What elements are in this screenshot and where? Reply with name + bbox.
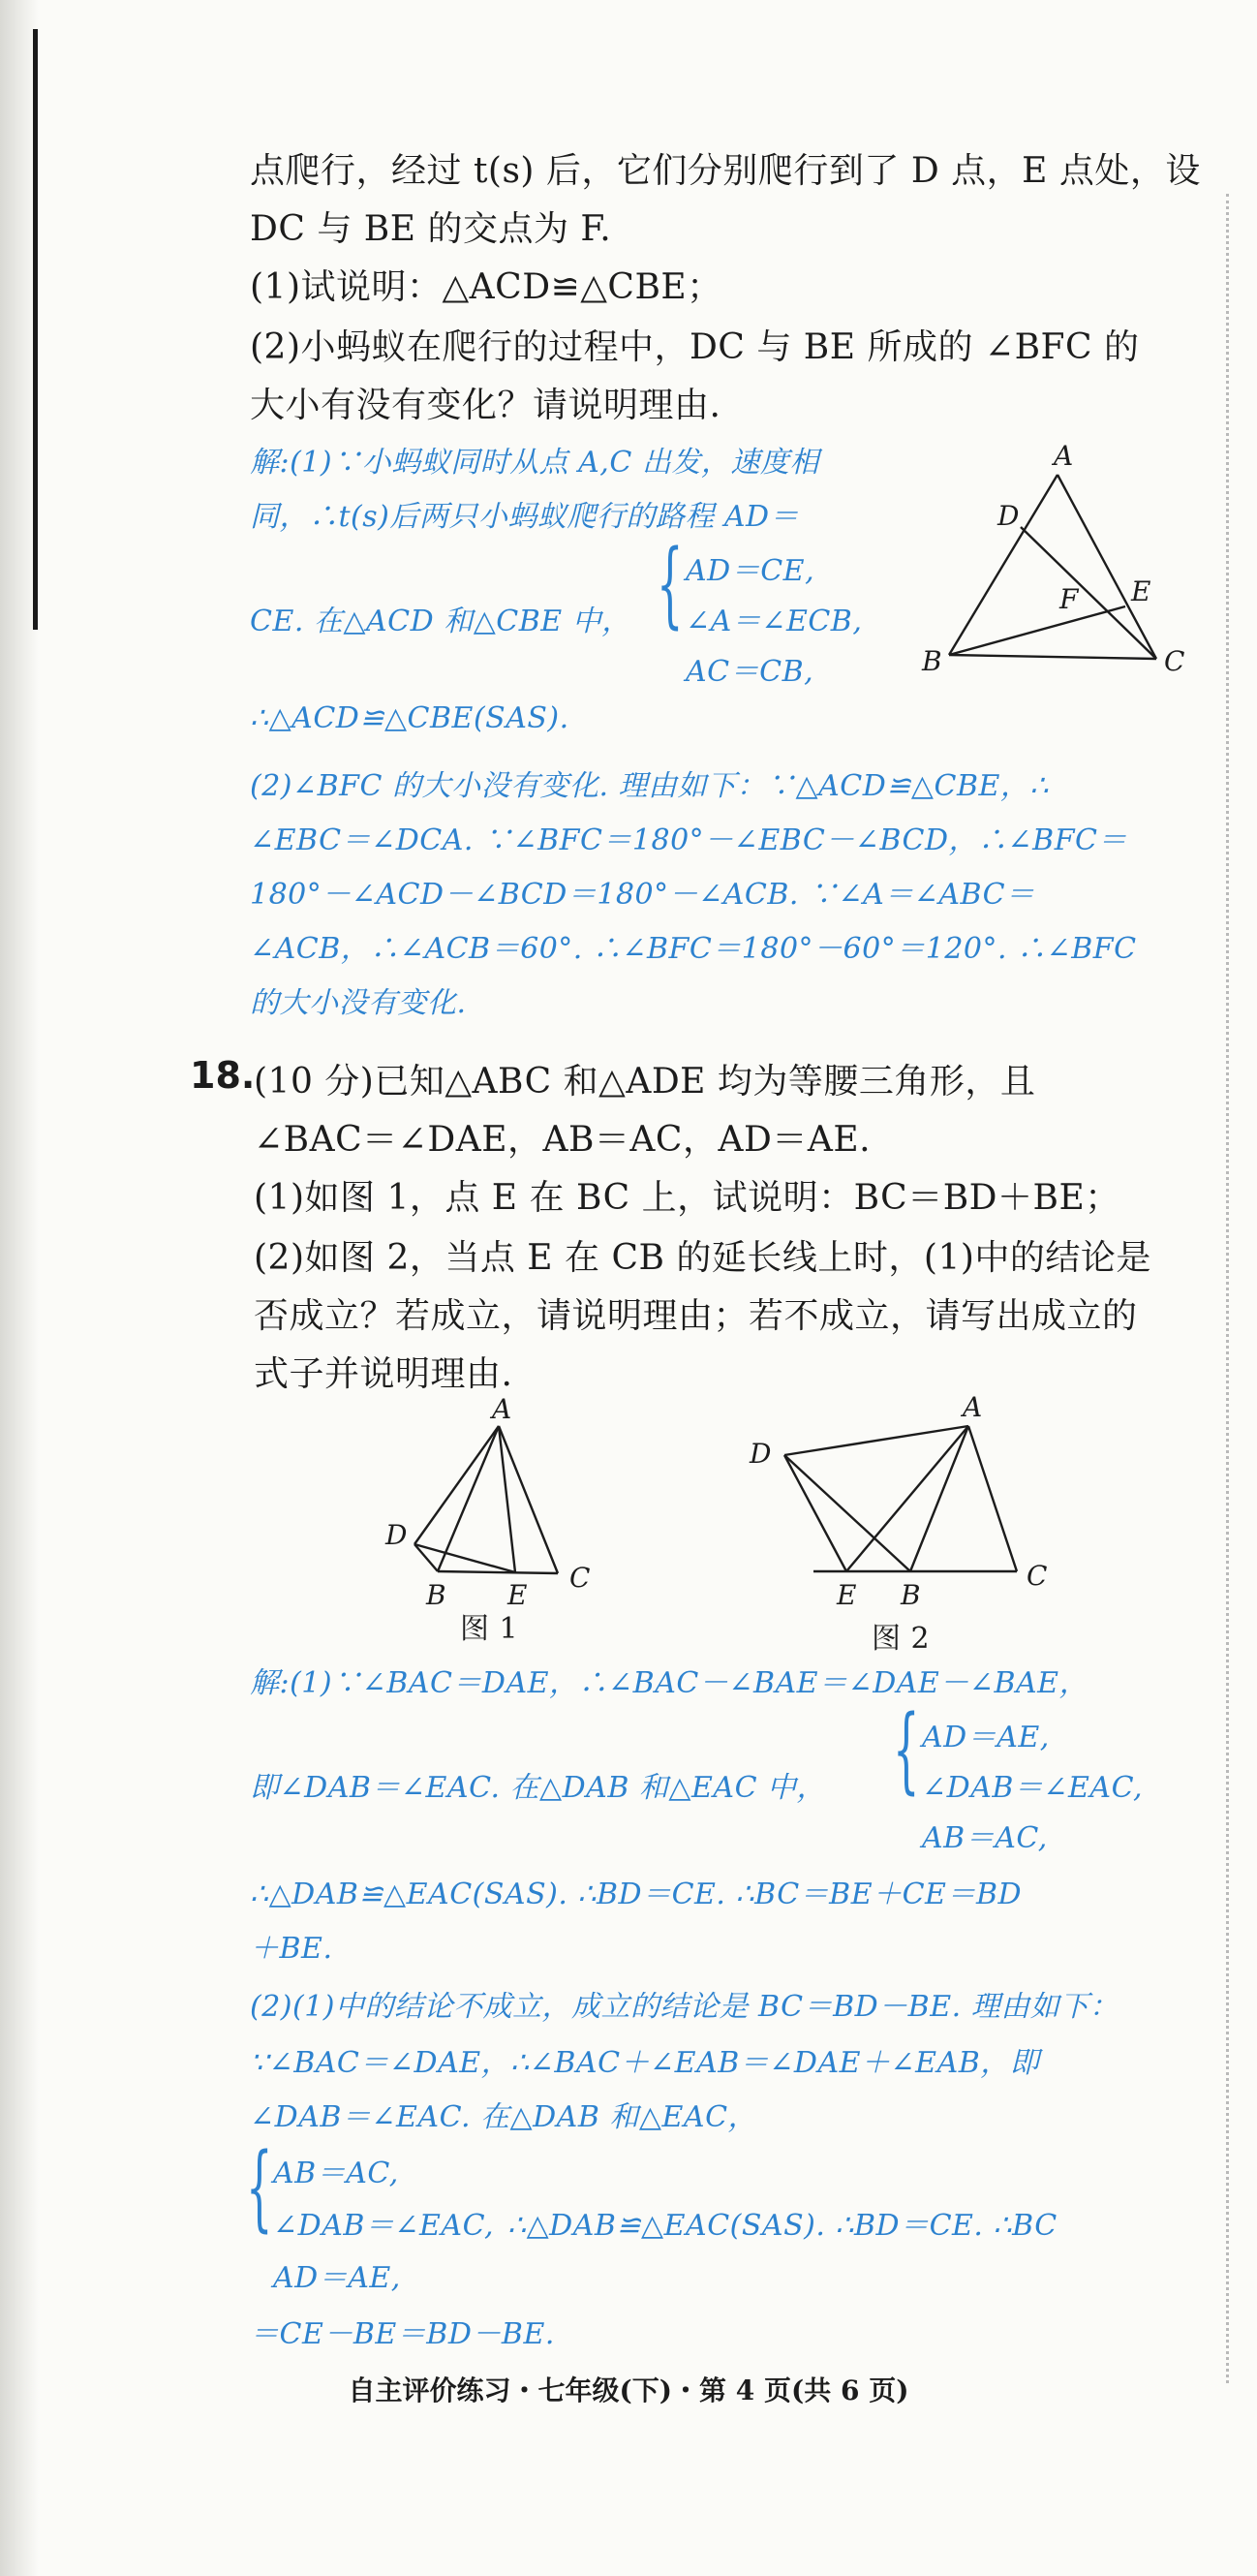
fig2-edge-AC: [968, 1426, 1017, 1571]
p18-stem-line1: (10 分)已知△ABC 和△ADE 均为等腰三角形，且: [254, 1062, 1036, 1102]
p17-triangle-figure: [920, 434, 1191, 696]
p18-number: 18.: [190, 1054, 256, 1097]
p17-solution-1-line3: CE. 在△ACD 和△CBE 中，: [250, 605, 631, 638]
p18-figure-2-caption: 图 2: [872, 1622, 931, 1656]
p18-system-a-eq2: ∠DAB＝∠EAC,: [922, 1771, 1144, 1805]
p18-figure-2: [746, 1385, 1094, 1647]
p18-system-a-eq1: AD＝AE,: [922, 1721, 1050, 1754]
fig2-label-B: B: [901, 1579, 921, 1611]
p17-stem-line1: 点爬行，经过 t(s) 后，它们分别爬行到了 D 点，E 点处，设: [250, 151, 1201, 191]
fig1-label-A: A: [492, 1393, 512, 1425]
edge-BC: [949, 655, 1156, 659]
p17-solution-2-line4: ∠ACB，∴∠ACB＝60°. ∴∠BFC＝180°－60°＝120°. ∴∠BFC: [250, 932, 1137, 966]
fig1-label-B: B: [426, 1579, 446, 1611]
fig2-edge-DB: [784, 1455, 910, 1571]
p18-question-2-line3: 式子并说明理由.: [254, 1354, 513, 1394]
fig2-edge-AB: [910, 1426, 968, 1571]
p18-solution-2-last: ＝CE－BE＝BD－BE.: [250, 2317, 555, 2351]
p17-stem-line2: DC 与 BE 的交点为 F.: [250, 209, 612, 249]
p18-solution-1-line4: ＋BE.: [250, 1932, 333, 1966]
segment-BE: [949, 606, 1125, 655]
fig2-label-D: D: [750, 1438, 772, 1470]
fig1-label-D: D: [385, 1519, 408, 1551]
p17-solution-1-line2: 同，∴t(s)后两只小蚂蚁爬行的路程 AD＝: [250, 500, 800, 534]
p17-system-brace: {: [657, 530, 684, 638]
p18-question-1: (1)如图 1，点 E 在 BC 上，试说明：BC＝BD＋BE；: [254, 1178, 1120, 1218]
label-A: A: [1054, 440, 1074, 472]
p18-system-b-eq2: ∠DAB＝∠EAC,: [273, 2209, 495, 2243]
p18-system-b-eq3: AD＝AE,: [273, 2261, 401, 2295]
p17-solution-2-line5: 的大小没有变化.: [250, 986, 467, 1020]
fig2-edge-AE: [846, 1426, 968, 1571]
p18-solution-1-line3: ∴△DAB≌△EAC(SAS). ∴BD＝CE. ∴BC＝BE＋CE＝BD: [250, 1878, 1023, 1911]
page-footer: 自主评价练习・七年级(下)・第 4 页(共 6 页): [348, 2374, 909, 2406]
fig2-label-A: A: [963, 1391, 983, 1423]
label-F: F: [1059, 583, 1079, 615]
p18-solution-1-line1: 解:(1)∵∠BAC＝DAE，∴∠BAC－∠BAE＝∠DAE－∠BAE，: [250, 1666, 1089, 1700]
p17-solution-1-line1: 解:(1)∵小蚂蚁同时从点 A,C 出发，速度相: [250, 446, 819, 480]
p17-solution-1-line4: ∴△ACD≌△CBE(SAS).: [250, 701, 569, 735]
fig1-edge-DE: [414, 1544, 515, 1572]
fig1-label-C: C: [569, 1562, 591, 1594]
p18-stem-line2: ∠BAC＝∠DAE，AB＝AC，AD＝AE.: [254, 1120, 872, 1160]
p17-solution-2-line1: (2)∠BFC 的大小没有变化. 理由如下：∵△ACD≌△CBE，∴: [250, 769, 1049, 803]
fig1-edge-BC: [438, 1571, 558, 1573]
p17-question-1: (1)试说明：△ACD≌△CBE；: [250, 267, 722, 307]
p18-figure-1-caption: 图 1: [460, 1612, 519, 1646]
fig2-edge-DE: [784, 1455, 846, 1571]
label-E: E: [1131, 575, 1151, 607]
p17-question-2-line2: 大小有没有变化？请说明理由.: [250, 386, 721, 425]
p17-system-eq1: AD＝CE,: [686, 554, 815, 588]
label-C: C: [1164, 645, 1185, 677]
p18-solution-2-line1: (2)(1)中的结论不成立，成立的结论是 BC＝BD－BE. 理由如下：: [250, 1990, 1119, 2024]
p18-system-b-eq1: AB＝AC,: [273, 2157, 399, 2190]
p18-solution-1-line2: 即∠DAB＝∠EAC. 在△DAB 和△EAC 中，: [250, 1771, 827, 1805]
p17-solution-2-line2: ∠EBC＝∠DCA. ∵∠BFC＝180°－∠EBC－∠BCD，∴∠BFC＝: [250, 823, 1127, 857]
fig2-edge-DA: [784, 1426, 968, 1455]
p18-system-a-brace: {: [893, 1695, 920, 1804]
p18-solution-2-line2: ∵∠BAC＝∠DAE，∴∠BAC＋∠EAB＝∠DAE＋∠EAB，即: [250, 2046, 1040, 2080]
p18-system-b-brace: {: [246, 2133, 273, 2242]
p18-system-b-conclusion: ∴△DAB≌△EAC(SAS). ∴BD＝CE. ∴BC: [507, 2209, 1058, 2243]
p17-system-eq3: AC＝CB,: [686, 655, 814, 689]
p17-solution-2-line3: 180°－∠ACD－∠BCD＝180°－∠ACB. ∵∠A＝∠ABC＝: [250, 878, 1035, 912]
fig2-label-E: E: [837, 1579, 857, 1611]
p18-solution-2-line3: ∠DAB＝∠EAC. 在△DAB 和△EAC，: [250, 2100, 758, 2134]
p18-question-2-line1: (2)如图 2，当点 E 在 CB 的延长线上时，(1)中的结论是: [254, 1238, 1151, 1278]
label-B: B: [922, 645, 942, 677]
left-margin-rule: [33, 29, 38, 630]
fig1-label-E: E: [507, 1579, 528, 1611]
fig2-label-C: C: [1027, 1560, 1048, 1592]
label-D: D: [997, 500, 1020, 532]
p18-system-a-eq3: AB＝AC,: [922, 1821, 1048, 1855]
edge-AC: [1058, 475, 1156, 659]
p17-question-2-line1: (2)小蚂蚁在爬行的过程中，DC 与 BE 所成的 ∠BFC 的: [250, 327, 1140, 367]
p18-question-2-line2: 否成立？若成立，请说明理由；若不成立，请写出成立的: [254, 1296, 1138, 1336]
p17-system-eq2: ∠A＝∠ECB,: [686, 605, 863, 638]
right-dotted-margin: [1226, 194, 1229, 2383]
